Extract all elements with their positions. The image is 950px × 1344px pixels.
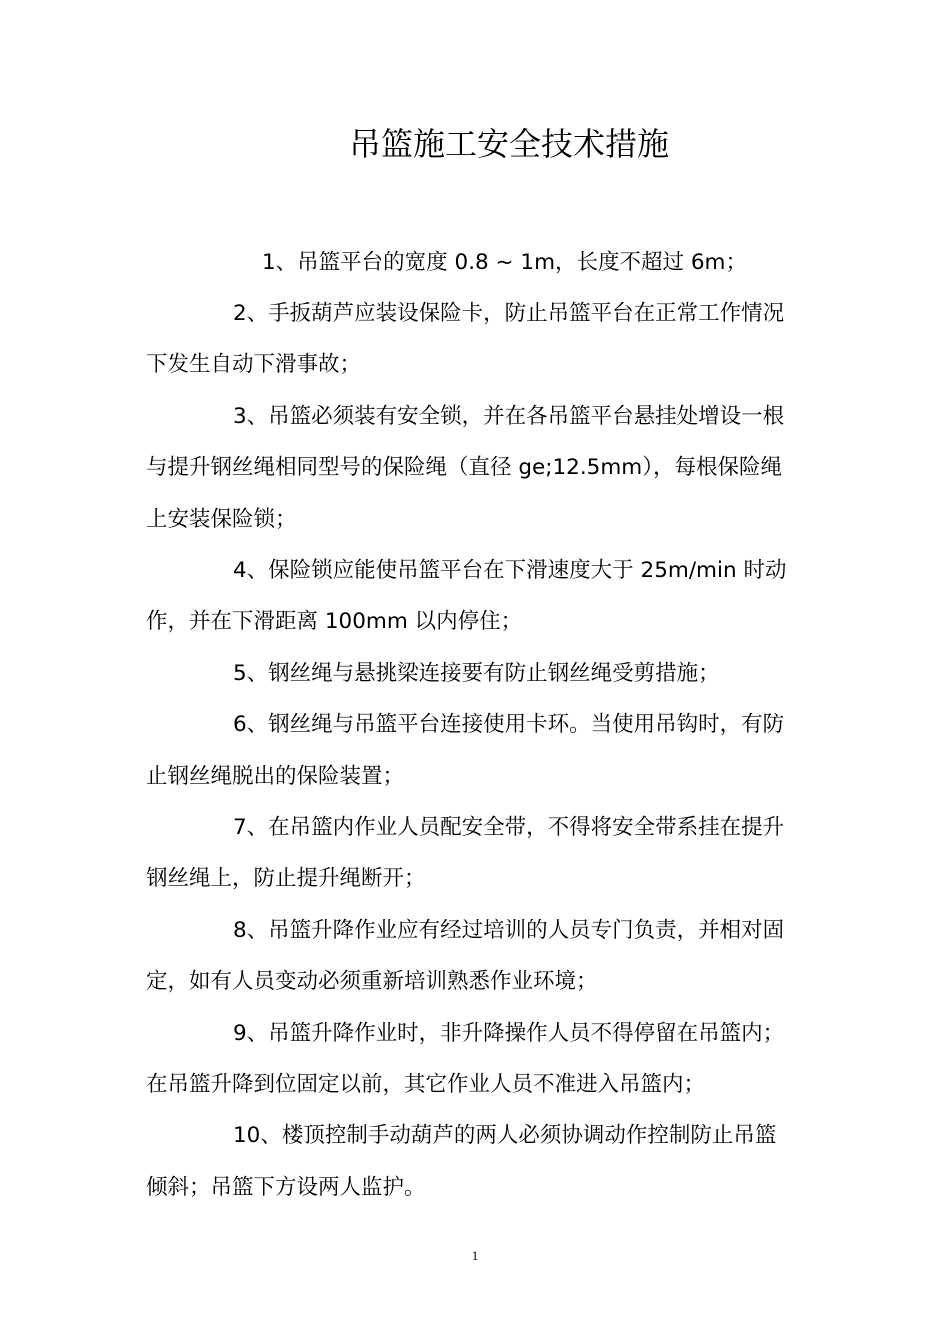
item-9-line-1: 9、吊篮升降作业时，非升降操作人员不得停留在吊篮内； xyxy=(233,1021,785,1046)
item-7-line-1: 7、在吊篮内作业人员配安全带，不得将安全带系挂在提升 xyxy=(233,815,785,840)
item-3-line-1: 3、吊篮必须装有安全锁，并在各吊篮平台悬挂处增设一根 xyxy=(233,404,785,429)
item-3-line-2: 与提升钢丝绳相同型号的保险绳（直径 ge;12.5mm），每根保险绳 xyxy=(146,455,782,480)
item-2-line-1: 2、手扳葫芦应装设保险卡，防止吊篮平台在正常工作情况 xyxy=(233,301,785,326)
item-6-line-1: 6、钢丝绳与吊篮平台连接使用卡环。当使用吊钩时，有防 xyxy=(233,712,785,737)
item-9-line-2: 在吊篮升降到位固定以前，其它作业人员不准进入吊篮内； xyxy=(146,1072,706,1097)
item-10-line-2: 倾斜；吊篮下方设两人监护。 xyxy=(146,1175,426,1200)
item-8-line-2: 定，如有人员变动必须重新培训熟悉作业环境； xyxy=(146,969,598,994)
item-5-line-1: 5、钢丝绳与悬挑梁连接要有防止钢丝绳受剪措施； xyxy=(233,661,720,686)
item-3-line-3: 上安装保险锁； xyxy=(146,507,297,532)
item-4-line-2: 作，并在下滑距离 100mm 以内停住； xyxy=(146,609,523,634)
item-8-line-1: 8、吊篮升降作业应有经过培训的人员专门负责，并相对固 xyxy=(233,918,785,943)
item-4-line-1: 4、保险锁应能使吊篮平台在下滑速度大于 25m/min 时动 xyxy=(233,558,787,583)
page-number: 1 xyxy=(471,1248,479,1263)
item-2-line-2: 下发生自动下滑事故； xyxy=(146,352,362,377)
item-6-line-2: 止钢丝绳脱出的保险装置； xyxy=(146,764,405,789)
document-title: 吊篮施工安全技术措施 xyxy=(348,125,669,163)
item-7-line-2: 钢丝绳上，防止提升绳断开； xyxy=(146,866,426,891)
item-1-line-1: 1、吊篮平台的宽度 0.8 ~ 1m，长度不超过 6m； xyxy=(262,250,747,275)
item-10-line-1: 10、楼顶控制手动葫芦的两人必须协调动作控制防止吊篮 xyxy=(233,1123,777,1148)
